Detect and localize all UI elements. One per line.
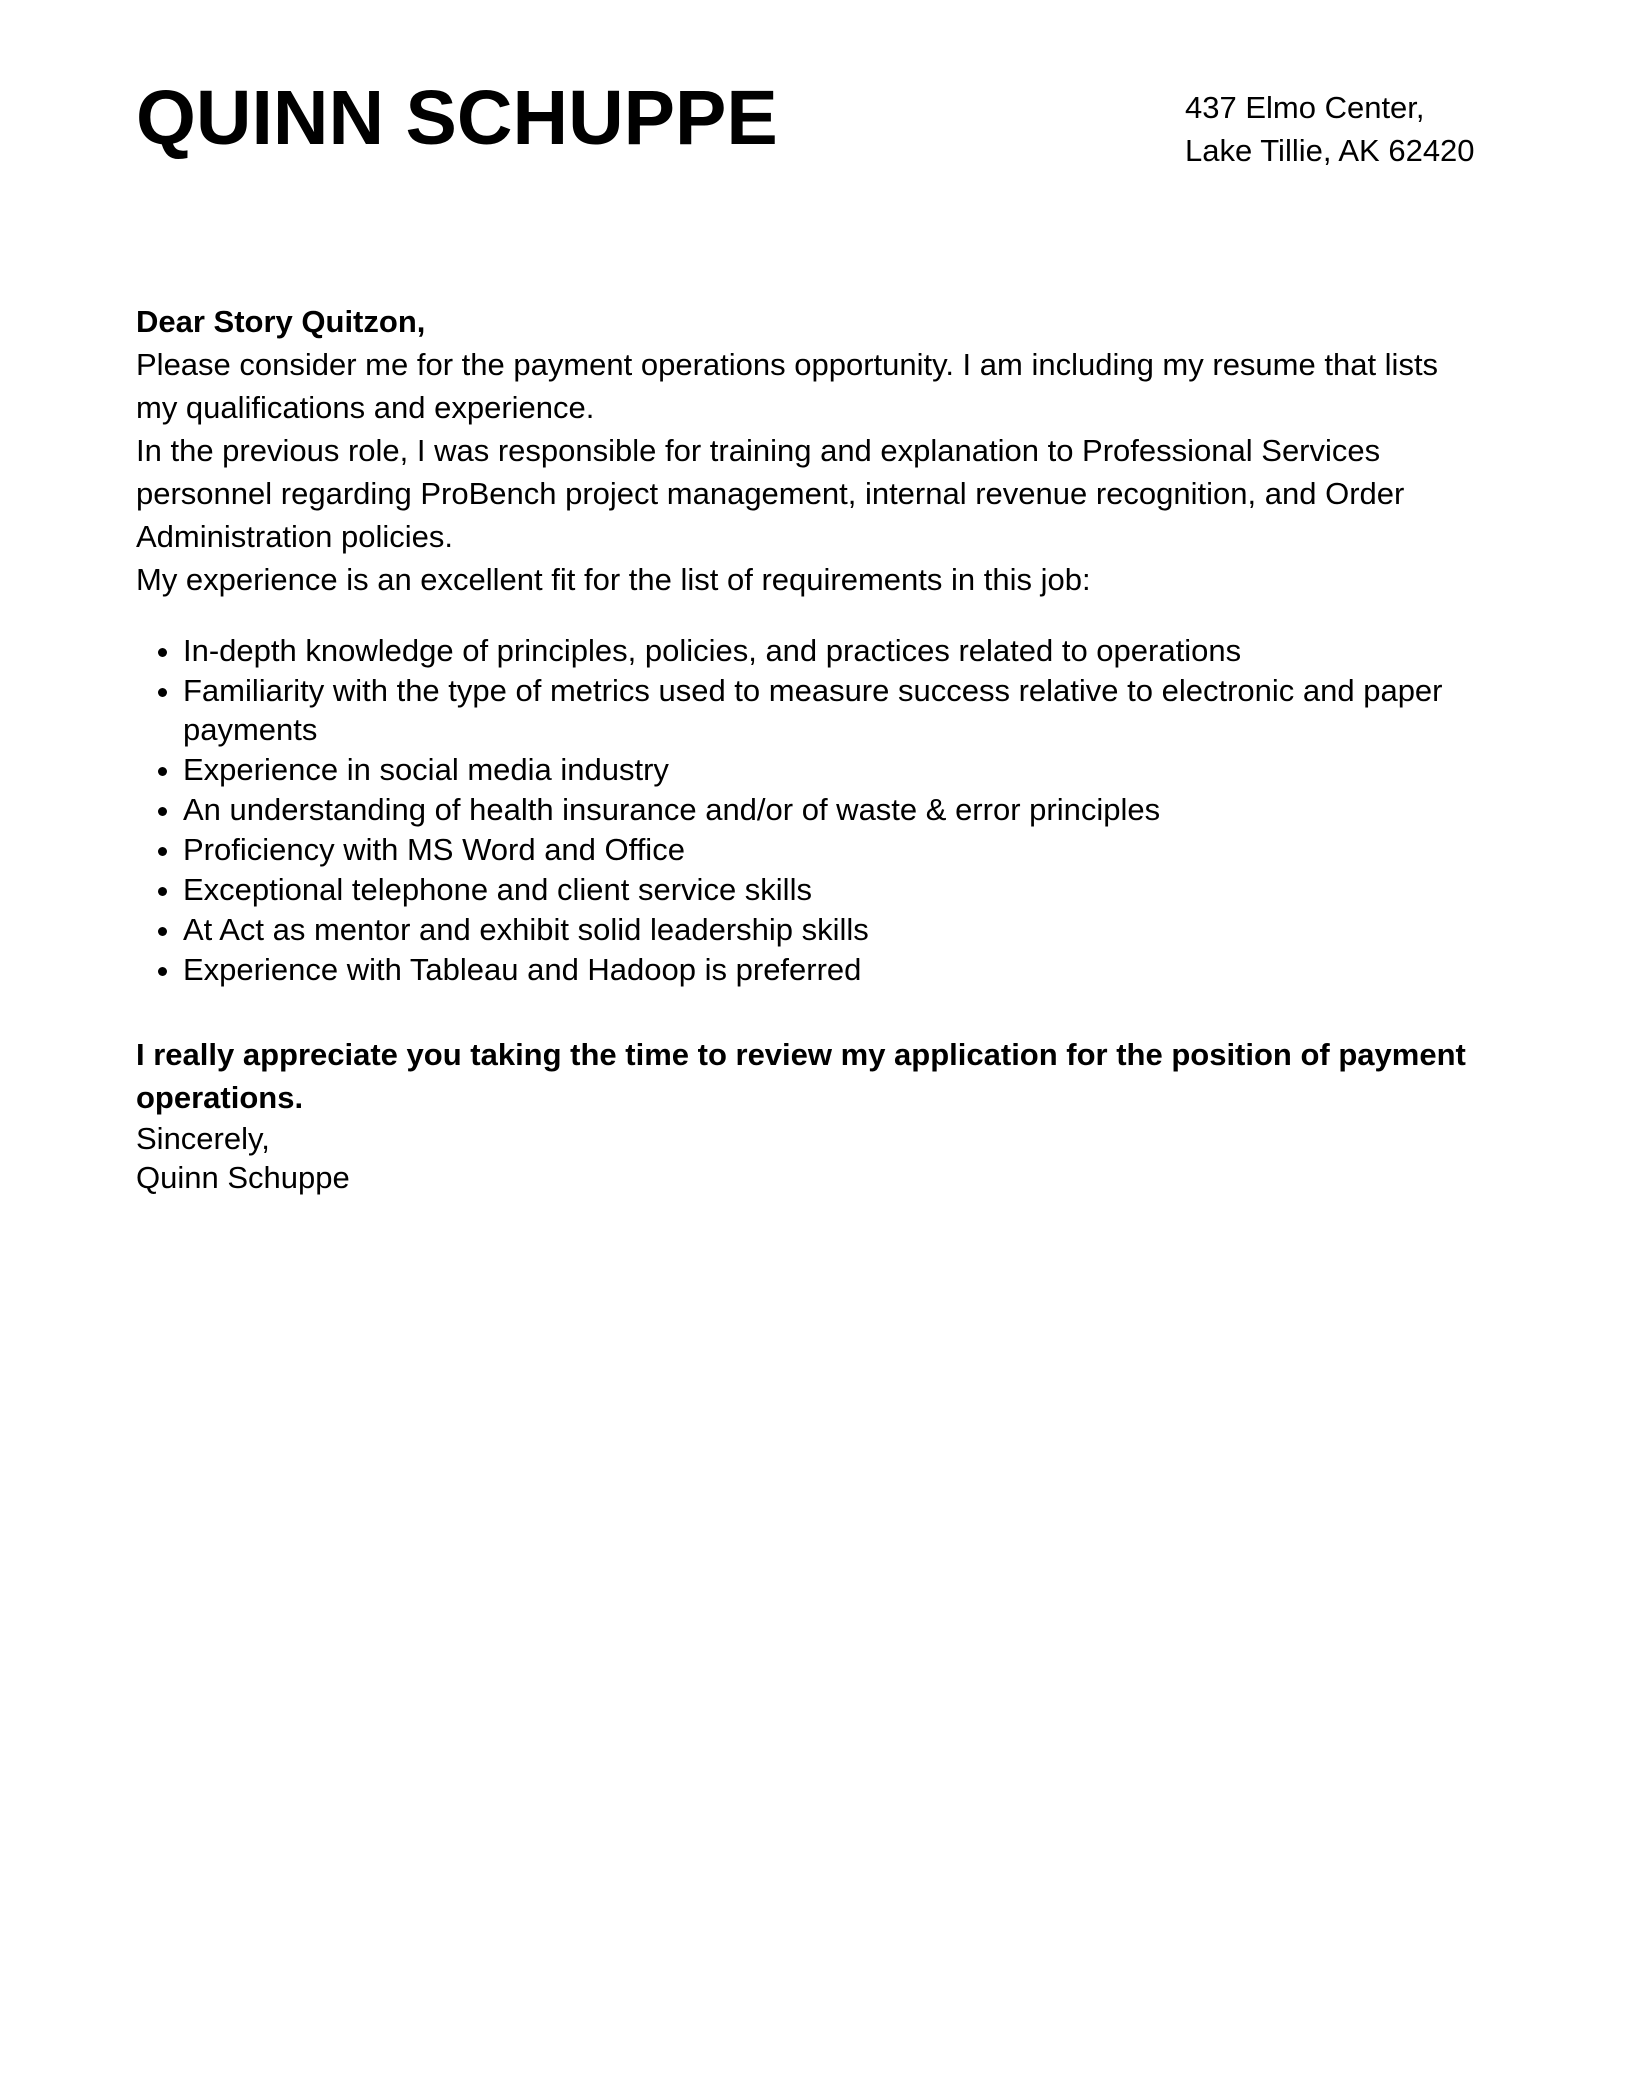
requirement-item: • Proficiency with MS Word and Office (183, 830, 1476, 869)
requirements-list (136, 631, 1476, 989)
requirement-item: • Familiarity with the type of metrics used to measure success relative to electronic and paper payments (183, 671, 1476, 749)
requirement-item: • In-depth knowledge of principles, policies, and practices related to operations (183, 631, 1476, 670)
fit-paragraph: My experience is an excellent fit for the list of requirements in this job: (136, 562, 1091, 597)
requirement-item: • Experience with Tableau and Hadoop is preferred (183, 950, 1476, 989)
applicant-name-heading: QUINN SCHUPPE (136, 75, 778, 161)
requirement-item: • Exceptional telephone and client service skills (183, 870, 1476, 909)
letter-body (136, 300, 1476, 1197)
intro-paragraph: Please consider me for the payment operations opportunity. I am including my resume that lists my qualifications and experience. (136, 347, 1439, 425)
signature-block (136, 1119, 1476, 1197)
address-block (1185, 86, 1475, 172)
requirement-item: • At Act as mentor and exhibit solid leadership skills (183, 910, 1476, 949)
address-line-1: 437 Elmo Center, (1185, 90, 1425, 125)
requirement-item: • An understanding of health insurance and/or of waste & error principles (183, 790, 1476, 829)
signoff: Sincerely, (136, 1121, 270, 1156)
requirement-item: • Experience in social media industry (183, 750, 1476, 789)
signature-name: Quinn Schuppe (136, 1160, 350, 1195)
address-line-2: Lake Tillie, AK 62420 (1185, 133, 1475, 168)
previous-role-paragraph: In the previous role, I was responsible for training and explanation to Professional Services personnel regarding ProBench project management, internal revenue recognition, and Order Administration policies. (136, 433, 1405, 554)
salutation: Dear Story Quitzon, (136, 304, 426, 339)
closing-paragraph: I really appreciate you taking the time to review my application for the position of payment operations. (136, 1037, 1466, 1115)
